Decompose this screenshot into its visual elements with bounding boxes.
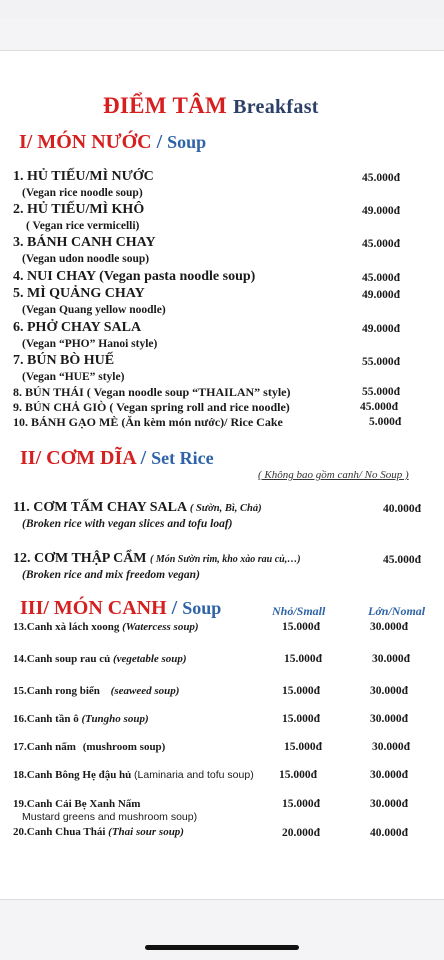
section-rice-en: Set Rice	[151, 448, 214, 468]
canh-item-14-vi: 14.Canh soup rau củ	[13, 653, 111, 665]
section-soup-vi: I/ MÓN NƯỚC	[19, 131, 152, 153]
canh-item-16-small: 15.000đ	[282, 713, 321, 725]
canh-item-19-en-text: Mustard greens and mushroom soup)	[22, 811, 198, 823]
menu-item-11-desc: (Broken rice with vegan slices and tofu loaf)	[22, 518, 233, 530]
rice-no-soup-note: ( Không bao gồm canh/ No Soup )	[258, 469, 409, 481]
menu-item-12-name: 12. CƠM THẬP CẨM	[13, 551, 147, 566]
status-bar	[0, 0, 444, 18]
menu-item-11-detail: ( Sườn, Bì, Chả)	[189, 503, 262, 514]
menu-title	[103, 93, 319, 119]
menu-item-10-price: 5.000đ	[369, 416, 402, 428]
canh-item-16-vi: 16.Canh tần ô	[13, 713, 79, 725]
canh-item-17-small: 15.000đ	[284, 741, 323, 753]
canh-item-16-normal: 30.000đ	[370, 713, 409, 725]
menu-item-11-price: 40.000đ	[383, 503, 422, 515]
menu-item-1-price: 45.000đ	[362, 172, 401, 184]
menu-item-5: 5. MÌ QUẢNG CHAY	[13, 286, 145, 301]
column-normal: Lớn/Nomal	[368, 604, 426, 618]
menu-title-en: Breakfast	[233, 96, 319, 118]
menu-title-vi: ĐIỂM TÂM	[103, 93, 228, 118]
section-rice-heading: II/ CƠM DĨA / Set Rice	[20, 447, 214, 469]
menu-item-3-price: 45.000đ	[362, 238, 401, 250]
canh-item-15-small: 15.000đ	[282, 685, 321, 697]
menu-item-8: 8. BÚN THÁI ( Vegan noodle soup “THAILAN” style)	[13, 385, 291, 399]
canh-item-18-vi: 18.Canh Bông Hẹ đậu hủ	[13, 769, 132, 781]
canh-item-19-en	[22, 811, 197, 823]
menu-item-10: 10. BÁNH GẠO MÈ (Ăn kèm món nước)/ Rice Cake	[13, 415, 283, 429]
canh-item-19: 19.Canh Cải Bẹ Xanh Nấm	[13, 798, 141, 810]
canh-item-14-small: 15.000đ	[284, 653, 323, 665]
canh-item-18-en: (Laminaria and tofu soup)	[134, 769, 254, 781]
section-canh-vi: III/ MÓN CANH	[20, 597, 167, 619]
home-indicator[interactable]	[145, 945, 299, 950]
menu-item-7: 7. BÚN BÒ HUẾ	[13, 353, 115, 368]
canh-item-13-vi: 13.Canh xà lách xoong	[13, 621, 120, 633]
canh-item-15-en: (seaweed soup)	[110, 685, 180, 697]
column-small: Nhỏ/Small	[272, 604, 326, 618]
menu-page	[0, 50, 444, 900]
canh-item-15-normal: 30.000đ	[370, 685, 409, 697]
canh-item-20	[13, 826, 184, 838]
menu-item-5-price: 49.000đ	[362, 289, 401, 301]
menu-item-1-desc: (Vegan rice noodle soup)	[22, 187, 143, 199]
menu-item-12	[13, 551, 301, 567]
section-soup-en: Soup	[167, 132, 207, 152]
canh-item-13	[13, 621, 199, 633]
menu-item-3-desc: (Vegan udon noodle soup)	[22, 253, 150, 265]
canh-item-20-normal: 40.000đ	[370, 827, 409, 839]
canh-item-13-small: 15.000đ	[282, 621, 321, 633]
canh-item-16-en: (Tungho soup)	[81, 713, 149, 725]
canh-item-14-en: (vegetable soup)	[112, 653, 187, 665]
canh-item-15	[13, 685, 179, 697]
menu-item-9: 9. BÚN CHẢ GIÒ ( Vegan spring roll and rice noodle)	[13, 400, 290, 414]
canh-item-18	[13, 769, 254, 781]
menu-item-11-name: 11. CƠM TẤM CHAY SALA	[13, 500, 187, 515]
canh-item-13-normal: 30.000đ	[370, 621, 409, 633]
menu-item-6-price: 49.000đ	[362, 323, 401, 335]
canh-item-13-en: (Watercess soup)	[122, 621, 199, 633]
menu-item-6-desc: (Vegan “PHO” Hanoi style)	[22, 338, 158, 350]
section-canh-en: Soup	[182, 598, 222, 618]
menu-item-5-desc: (Vegan Quang yellow noodle)	[22, 304, 166, 316]
menu-item-3: 3. BÁNH CANH CHAY	[13, 235, 156, 250]
canh-item-14	[13, 653, 187, 665]
canh-item-15-vi: 15.Canh rong biển	[13, 685, 100, 697]
menu-item-6: 6. PHỞ CHAY SALA	[13, 320, 142, 335]
section-rice-vi: II/ CƠM DĨA	[20, 447, 136, 469]
canh-item-20-vi: 20.Canh Chua Thái	[13, 826, 106, 838]
menu-item-9-price: 45.000đ	[360, 401, 399, 413]
canh-item-20-small: 20.000đ	[282, 827, 321, 839]
menu-item-2: 2. HỦ TIẾU/MÌ KHÔ	[13, 202, 145, 217]
canh-item-18-small: 15.000đ	[279, 769, 318, 781]
menu-item-7-price: 55.000đ	[362, 356, 401, 368]
section-canh-heading: III/ MÓN CANH / Soup	[20, 597, 222, 619]
menu-item-11	[13, 500, 262, 516]
section-soup-heading: I/ MÓN NƯỚC / Soup	[19, 131, 207, 153]
canh-item-17-normal: 30.000đ	[372, 741, 411, 753]
canh-item-17-vi: 17.Canh nấm	[13, 741, 76, 753]
menu-item-4-price: 45.000đ	[362, 272, 401, 284]
canh-item-19-small: 15.000đ	[282, 798, 321, 810]
menu-item-12-desc: (Broken rice and mix freedom vegan)	[22, 569, 200, 581]
canh-item-17-en: (mushroom soup)	[82, 741, 166, 753]
canh-item-18-normal: 30.000đ	[370, 769, 409, 781]
canh-item-17	[13, 741, 165, 753]
menu-item-1: 1. HỦ TIẾU/MÌ NƯỚC	[13, 169, 154, 184]
menu-item-12-price: 45.000đ	[383, 554, 422, 566]
canh-item-19-normal: 30.000đ	[370, 798, 409, 810]
canh-item-14-normal: 30.000đ	[372, 653, 411, 665]
canh-item-20-en: (Thai sour soup)	[108, 826, 184, 838]
menu-item-7-desc: (Vegan “HUE” style)	[22, 371, 125, 383]
menu-item-2-price: 49.000đ	[362, 205, 401, 217]
menu-item-8-price: 55.000đ	[362, 386, 401, 398]
canh-item-16	[13, 713, 149, 725]
menu-item-12-detail: ( Món Sườn rim, kho xào rau củ,…)	[150, 554, 301, 565]
menu-item-2-desc: ( Vegan rice vermicelli)	[26, 220, 140, 232]
menu-item-4: 4. NUI CHAY (Vegan pasta noodle soup)	[13, 269, 256, 284]
